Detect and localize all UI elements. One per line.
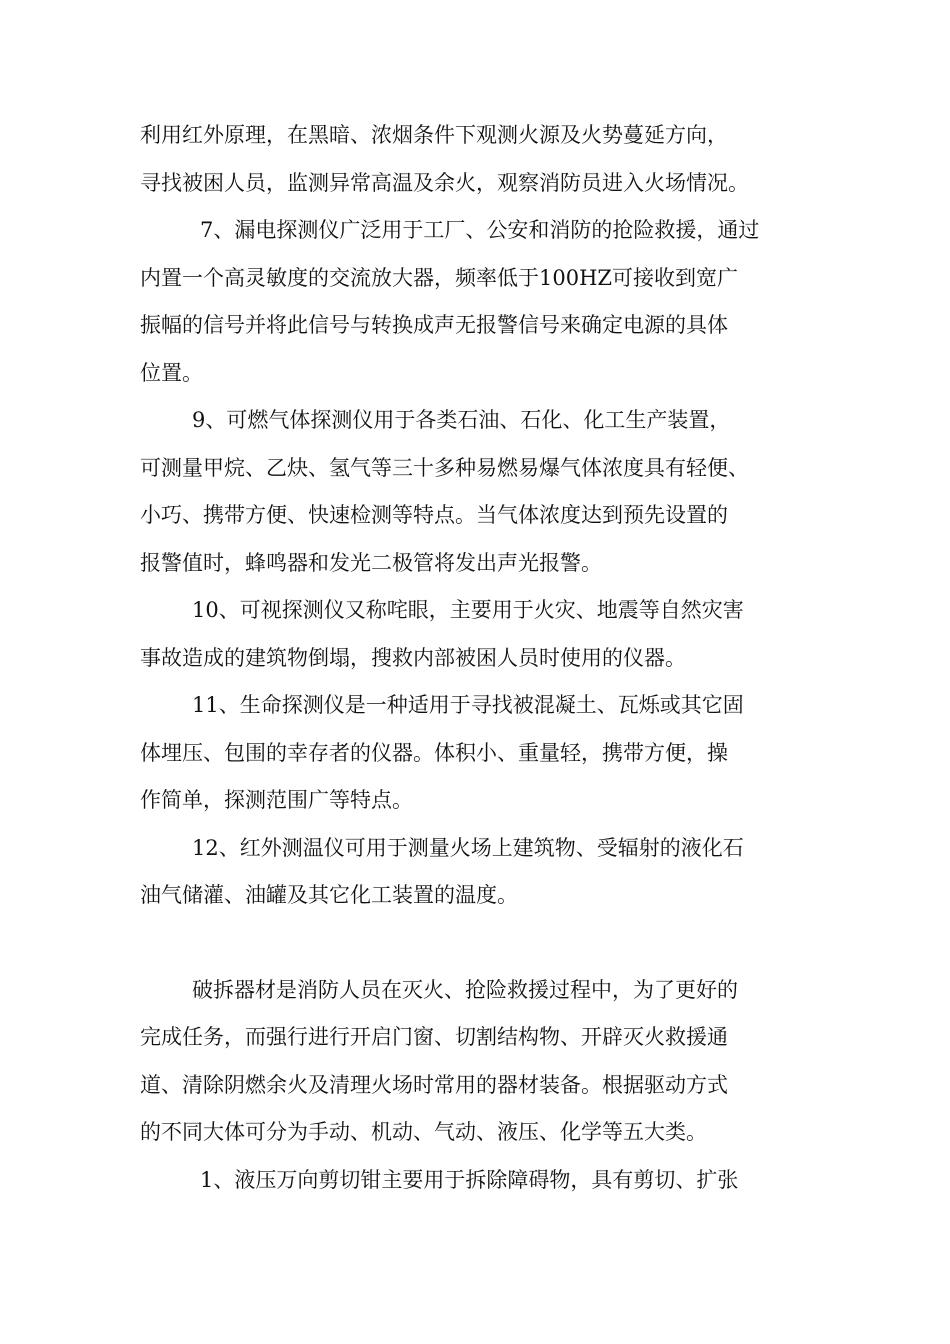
paragraph-line: 破拆器材是消防人员在灭火、抢险救援过程中，为了更好的 [192, 977, 738, 1002]
paragraph-line: 事故造成的建筑物倒塌，搜救内部被困人员时使用的仪器。 [140, 645, 686, 670]
paragraph-line: 内置一个高灵敏度的交流放大器，频率低于100HZ可接收到宽广 [140, 265, 738, 290]
paragraph-line: 振幅的信号并将此信号与转换成声无报警信号来确定电源的具体 [140, 313, 728, 337]
paragraph-line: 体埋压、包围的幸存者的仪器。体积小、重量轻，携带方便，操 [140, 740, 728, 765]
paragraph-line: 完成任务，而强行进行开启门窗、切割结构物、开辟灭火救援通 [140, 1025, 728, 1049]
paragraph-line: 11、生命探测仪是一种适用于寻找被混凝土、瓦烁或其它固 [192, 693, 744, 717]
paragraph-line: 小巧、携带方便、快速检测等特点。当气体浓度达到预先设置的 [140, 503, 728, 527]
paragraph-line: 报警值时，蜂鸣器和发光二极管将发出声光报警。 [140, 550, 602, 575]
paragraph-line: 可测量甲烷、乙炔、氢气等三十多种易燃易爆气体浓度具有轻便、 [140, 455, 749, 480]
paragraph-line: 油气储灌、油罐及其它化工装置的温度。 [140, 883, 518, 907]
paragraph-line: 寻找被困人员，监测异常高温及余火，观察消防员进入火场情况。 [140, 170, 749, 195]
paragraph-line: 道、清除阴燃余火及清理火场时常用的器材装备。根据驱动方式 [140, 1072, 728, 1097]
paragraph-line: 12、红外测温仪可用于测量火场上建筑物、受辐射的液化石 [192, 835, 744, 860]
paragraph-line: 10、可视探测仪又称咤眼，主要用于火灾、地震等自然灾害 [192, 598, 744, 622]
paragraph-line: 1、液压万向剪切钳主要用于拆除障碍物，具有剪切、扩张 [200, 1167, 739, 1192]
paragraph-gap [140, 920, 812, 967]
paragraph-line: 利用红外原理，在黑暗、浓烟条件下观测火源及火势蔓延方向， [140, 123, 728, 147]
paragraph-line: 7、漏电探测仪广泛用于工厂、公安和消防的抢险救援，通过 [200, 218, 760, 242]
paragraph-line: 位置。 [140, 360, 203, 385]
paragraph-line: 9、可燃气体探测仪用于各类石油、石化、化工生产装置， [192, 408, 731, 432]
paragraph-line: 的不同大体可分为手动、机动、气动、液压、化学等五大类。 [140, 1120, 707, 1144]
paragraph-line: 作简单，探测范围广等特点。 [140, 788, 413, 812]
document-body [140, 112, 812, 1204]
